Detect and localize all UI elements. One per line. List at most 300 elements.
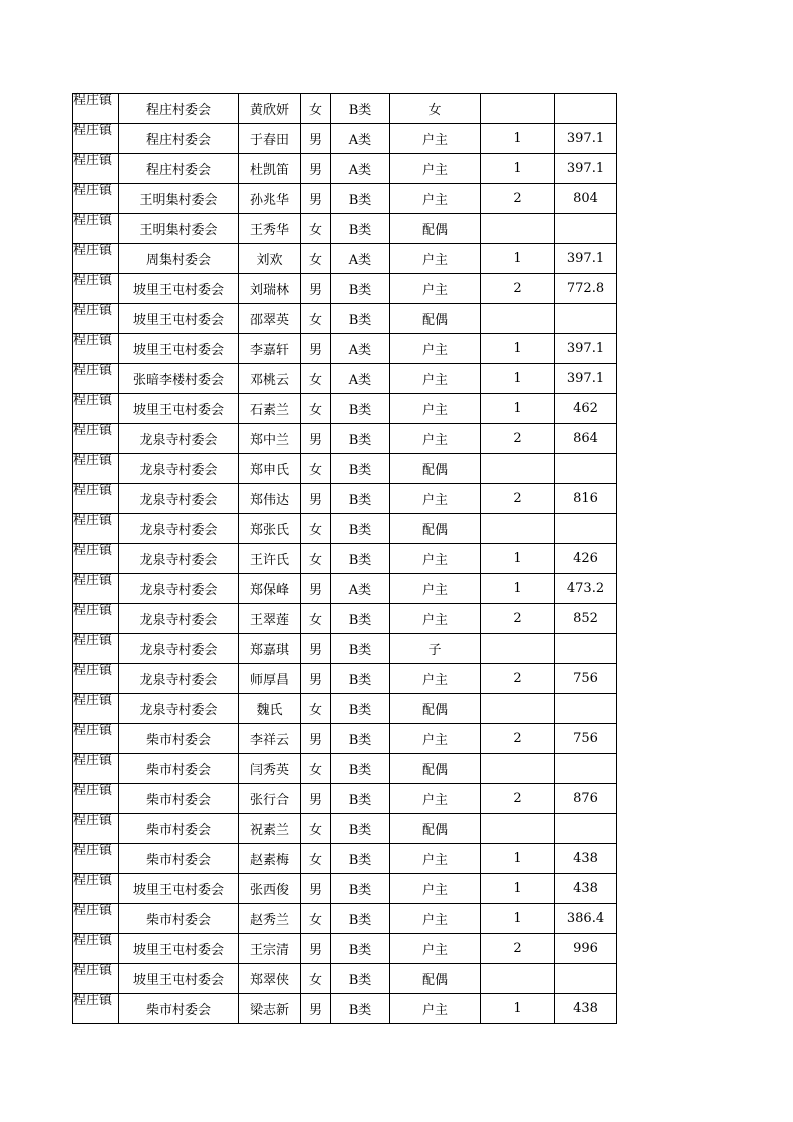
- category-cell: A类: [331, 154, 390, 184]
- town-cell: [73, 544, 119, 574]
- name-cell: 刘欢: [239, 244, 301, 274]
- town-text: 程庄镇: [73, 183, 113, 198]
- count-cell: 1: [481, 334, 555, 364]
- table-row: [73, 934, 617, 964]
- count-cell: 1: [481, 364, 555, 394]
- village-cell: 王明集村委会: [119, 214, 239, 244]
- relation-cell: 户主: [390, 934, 481, 964]
- relation-cell: 配偶: [390, 454, 481, 484]
- name-cell: 赵素梅: [239, 844, 301, 874]
- village-cell: 坡里王屯村委会: [119, 304, 239, 334]
- category-cell: B类: [331, 724, 390, 754]
- name-cell: 郑申氏: [239, 454, 301, 484]
- amount-cell: 397.1: [555, 334, 617, 364]
- village-cell: 龙泉寺村委会: [119, 694, 239, 724]
- amount-cell: [555, 304, 617, 334]
- town-cell: [73, 394, 119, 424]
- category-cell: B类: [331, 874, 390, 904]
- village-cell: 程庄村委会: [119, 154, 239, 184]
- count-cell: 1: [481, 874, 555, 904]
- amount-cell: 772.8: [555, 274, 617, 304]
- amount-cell: [555, 694, 617, 724]
- count-cell: [481, 214, 555, 244]
- town-text: 程庄镇: [73, 573, 113, 588]
- count-cell: 2: [481, 784, 555, 814]
- name-cell: 祝素兰: [239, 814, 301, 844]
- table-row: [73, 184, 617, 214]
- relation-cell: 配偶: [390, 754, 481, 784]
- village-cell: 柴市村委会: [119, 994, 239, 1024]
- town-text: 程庄镇: [73, 933, 113, 948]
- town-text: 程庄镇: [73, 243, 113, 258]
- count-cell: 2: [481, 664, 555, 694]
- category-cell: B类: [331, 484, 390, 514]
- count-cell: 2: [481, 604, 555, 634]
- relation-cell: 配偶: [390, 814, 481, 844]
- town-text: 程庄镇: [73, 723, 113, 738]
- gender-cell: 男: [301, 874, 331, 904]
- village-cell: 坡里王屯村委会: [119, 874, 239, 904]
- count-cell: 1: [481, 394, 555, 424]
- name-cell: 石素兰: [239, 394, 301, 424]
- town-text: 程庄镇: [73, 693, 113, 708]
- category-cell: B类: [331, 604, 390, 634]
- count-cell: 1: [481, 994, 555, 1024]
- name-cell: 黄欣妍: [239, 94, 301, 124]
- category-cell: B类: [331, 424, 390, 454]
- town-cell: [73, 874, 119, 904]
- gender-cell: 女: [301, 604, 331, 634]
- gender-cell: 男: [301, 124, 331, 154]
- relation-cell: 户主: [390, 904, 481, 934]
- gender-cell: 男: [301, 484, 331, 514]
- town-text: 程庄镇: [73, 93, 113, 108]
- village-cell: 柴市村委会: [119, 724, 239, 754]
- amount-cell: 816: [555, 484, 617, 514]
- town-cell: [73, 724, 119, 754]
- name-cell: 于春田: [239, 124, 301, 154]
- gender-cell: 女: [301, 694, 331, 724]
- name-cell: 李祥云: [239, 724, 301, 754]
- relation-cell: 女: [390, 94, 481, 124]
- gender-cell: 男: [301, 334, 331, 364]
- category-cell: B类: [331, 394, 390, 424]
- category-cell: B类: [331, 454, 390, 484]
- gender-cell: 女: [301, 454, 331, 484]
- town-text: 程庄镇: [73, 603, 113, 618]
- name-cell: 孙兆华: [239, 184, 301, 214]
- name-cell: 邵翠英: [239, 304, 301, 334]
- count-cell: 2: [481, 424, 555, 454]
- name-cell: 张行合: [239, 784, 301, 814]
- town-cell: [73, 364, 119, 394]
- amount-cell: 996: [555, 934, 617, 964]
- gender-cell: 男: [301, 574, 331, 604]
- town-text: 程庄镇: [73, 843, 113, 858]
- gender-cell: 女: [301, 754, 331, 784]
- village-cell: 龙泉寺村委会: [119, 574, 239, 604]
- amount-cell: [555, 214, 617, 244]
- name-cell: 杜凯笛: [239, 154, 301, 184]
- count-cell: 2: [481, 724, 555, 754]
- table-row: [73, 364, 617, 394]
- relation-cell: 户主: [390, 154, 481, 184]
- category-cell: B类: [331, 964, 390, 994]
- count-cell: 1: [481, 844, 555, 874]
- amount-cell: 386.4: [555, 904, 617, 934]
- town-cell: [73, 484, 119, 514]
- name-cell: 郑保峰: [239, 574, 301, 604]
- category-cell: B类: [331, 844, 390, 874]
- town-text: 程庄镇: [73, 963, 113, 978]
- town-cell: [73, 754, 119, 784]
- town-cell: [73, 244, 119, 274]
- count-cell: 1: [481, 124, 555, 154]
- name-cell: 郑翠侠: [239, 964, 301, 994]
- count-cell: [481, 304, 555, 334]
- town-cell: [73, 784, 119, 814]
- town-cell: [73, 844, 119, 874]
- town-cell: [73, 574, 119, 604]
- relation-cell: 户主: [390, 274, 481, 304]
- data-table: [72, 93, 617, 1024]
- table-row: [73, 694, 617, 724]
- table-row: [73, 604, 617, 634]
- town-cell: [73, 964, 119, 994]
- name-cell: 梁志新: [239, 994, 301, 1024]
- amount-cell: 804: [555, 184, 617, 214]
- amount-cell: 462: [555, 394, 617, 424]
- relation-cell: 户主: [390, 874, 481, 904]
- gender-cell: 男: [301, 934, 331, 964]
- gender-cell: 女: [301, 214, 331, 244]
- category-cell: B类: [331, 544, 390, 574]
- relation-cell: 户主: [390, 424, 481, 454]
- count-cell: [481, 514, 555, 544]
- table-row: [73, 244, 617, 274]
- category-cell: B类: [331, 184, 390, 214]
- count-cell: 1: [481, 574, 555, 604]
- table-row: [73, 274, 617, 304]
- town-text: 程庄镇: [73, 153, 113, 168]
- gender-cell: 女: [301, 364, 331, 394]
- table-row: [73, 454, 617, 484]
- name-cell: 邓桃云: [239, 364, 301, 394]
- town-cell: [73, 154, 119, 184]
- name-cell: 郑张氏: [239, 514, 301, 544]
- table-row: [73, 334, 617, 364]
- town-cell: [73, 934, 119, 964]
- table-row: [73, 904, 617, 934]
- gender-cell: 男: [301, 664, 331, 694]
- count-cell: 2: [481, 934, 555, 964]
- town-cell: [73, 514, 119, 544]
- table-row: [73, 124, 617, 154]
- category-cell: A类: [331, 364, 390, 394]
- category-cell: A类: [331, 124, 390, 154]
- village-cell: 龙泉寺村委会: [119, 514, 239, 544]
- name-cell: 李嘉轩: [239, 334, 301, 364]
- amount-cell: 397.1: [555, 154, 617, 184]
- amount-cell: [555, 964, 617, 994]
- relation-cell: 子: [390, 634, 481, 664]
- relation-cell: 户主: [390, 844, 481, 874]
- name-cell: 张西俊: [239, 874, 301, 904]
- name-cell: 赵秀兰: [239, 904, 301, 934]
- village-cell: 程庄村委会: [119, 94, 239, 124]
- village-cell: 龙泉寺村委会: [119, 604, 239, 634]
- gender-cell: 女: [301, 814, 331, 844]
- amount-cell: 397.1: [555, 244, 617, 274]
- village-cell: 周集村委会: [119, 244, 239, 274]
- table-body: [73, 94, 617, 1024]
- amount-cell: [555, 454, 617, 484]
- town-cell: [73, 454, 119, 484]
- count-cell: 2: [481, 274, 555, 304]
- gender-cell: 女: [301, 244, 331, 274]
- amount-cell: [555, 814, 617, 844]
- table-row: [73, 784, 617, 814]
- relation-cell: 户主: [390, 604, 481, 634]
- table-row: [73, 664, 617, 694]
- town-text: 程庄镇: [73, 873, 113, 888]
- amount-cell: 397.1: [555, 124, 617, 154]
- town-cell: [73, 664, 119, 694]
- relation-cell: 户主: [390, 724, 481, 754]
- name-cell: 王宗清: [239, 934, 301, 964]
- town-cell: [73, 994, 119, 1024]
- count-cell: 1: [481, 244, 555, 274]
- amount-cell: 397.1: [555, 364, 617, 394]
- category-cell: A类: [331, 334, 390, 364]
- name-cell: 王秀华: [239, 214, 301, 244]
- count-cell: [481, 454, 555, 484]
- count-cell: [481, 694, 555, 724]
- count-cell: [481, 964, 555, 994]
- gender-cell: 女: [301, 394, 331, 424]
- village-cell: 龙泉寺村委会: [119, 544, 239, 574]
- town-text: 程庄镇: [73, 813, 113, 828]
- village-cell: 张暗李楼村委会: [119, 364, 239, 394]
- village-cell: 程庄村委会: [119, 124, 239, 154]
- table-row: [73, 994, 617, 1024]
- village-cell: 龙泉寺村委会: [119, 484, 239, 514]
- town-text: 程庄镇: [73, 753, 113, 768]
- town-text: 程庄镇: [73, 303, 113, 318]
- town-cell: [73, 94, 119, 124]
- gender-cell: 女: [301, 844, 331, 874]
- town-cell: [73, 604, 119, 634]
- category-cell: B类: [331, 274, 390, 304]
- count-cell: 1: [481, 544, 555, 574]
- count-cell: 2: [481, 184, 555, 214]
- name-cell: 郑伟达: [239, 484, 301, 514]
- relation-cell: 配偶: [390, 304, 481, 334]
- amount-cell: 438: [555, 844, 617, 874]
- gender-cell: 男: [301, 994, 331, 1024]
- name-cell: 魏氏: [239, 694, 301, 724]
- gender-cell: 女: [301, 514, 331, 544]
- village-cell: 龙泉寺村委会: [119, 664, 239, 694]
- town-text: 程庄镇: [73, 393, 113, 408]
- gender-cell: 男: [301, 784, 331, 814]
- amount-cell: 864: [555, 424, 617, 454]
- village-cell: 柴市村委会: [119, 754, 239, 784]
- town-cell: [73, 214, 119, 244]
- table-row: [73, 304, 617, 334]
- town-text: 程庄镇: [73, 993, 113, 1008]
- relation-cell: 户主: [390, 574, 481, 604]
- town-cell: [73, 334, 119, 364]
- category-cell: B类: [331, 304, 390, 334]
- relation-cell: 户主: [390, 484, 481, 514]
- town-text: 程庄镇: [73, 513, 113, 528]
- relation-cell: 户主: [390, 784, 481, 814]
- category-cell: B类: [331, 694, 390, 724]
- table-row: [73, 424, 617, 454]
- table-row: [73, 514, 617, 544]
- village-cell: 柴市村委会: [119, 814, 239, 844]
- count-cell: 1: [481, 154, 555, 184]
- town-text: 程庄镇: [73, 663, 113, 678]
- town-text: 程庄镇: [73, 333, 113, 348]
- village-cell: 坡里王屯村委会: [119, 274, 239, 304]
- name-cell: 师厚昌: [239, 664, 301, 694]
- table-row: [73, 874, 617, 904]
- village-cell: 龙泉寺村委会: [119, 454, 239, 484]
- village-cell: 坡里王屯村委会: [119, 334, 239, 364]
- amount-cell: [555, 94, 617, 124]
- table-row: [73, 94, 617, 124]
- category-cell: B类: [331, 754, 390, 784]
- category-cell: A类: [331, 244, 390, 274]
- table-row: [73, 394, 617, 424]
- relation-cell: 配偶: [390, 214, 481, 244]
- gender-cell: 男: [301, 154, 331, 184]
- village-cell: 坡里王屯村委会: [119, 934, 239, 964]
- town-text: 程庄镇: [73, 123, 113, 138]
- amount-cell: 438: [555, 994, 617, 1024]
- count-cell: 1: [481, 904, 555, 934]
- relation-cell: 户主: [390, 244, 481, 274]
- town-text: 程庄镇: [73, 903, 113, 918]
- relation-cell: 户主: [390, 364, 481, 394]
- table-row: [73, 844, 617, 874]
- gender-cell: 男: [301, 184, 331, 214]
- category-cell: B类: [331, 934, 390, 964]
- table-row: [73, 724, 617, 754]
- table-row: [73, 484, 617, 514]
- table-row: [73, 214, 617, 244]
- amount-cell: 756: [555, 664, 617, 694]
- category-cell: B类: [331, 784, 390, 814]
- table-row: [73, 754, 617, 784]
- count-cell: 2: [481, 484, 555, 514]
- town-cell: [73, 814, 119, 844]
- gender-cell: 男: [301, 424, 331, 454]
- name-cell: 王许氏: [239, 544, 301, 574]
- relation-cell: 户主: [390, 184, 481, 214]
- amount-cell: 876: [555, 784, 617, 814]
- amount-cell: [555, 634, 617, 664]
- count-cell: [481, 814, 555, 844]
- village-cell: 龙泉寺村委会: [119, 634, 239, 664]
- village-cell: 柴市村委会: [119, 844, 239, 874]
- gender-cell: 女: [301, 304, 331, 334]
- town-cell: [73, 124, 119, 154]
- table-row: [73, 574, 617, 604]
- count-cell: [481, 754, 555, 784]
- village-cell: 柴市村委会: [119, 904, 239, 934]
- town-text: 程庄镇: [73, 423, 113, 438]
- town-text: 程庄镇: [73, 273, 113, 288]
- town-text: 程庄镇: [73, 213, 113, 228]
- town-cell: [73, 274, 119, 304]
- town-cell: [73, 304, 119, 334]
- gender-cell: 女: [301, 964, 331, 994]
- amount-cell: 756: [555, 724, 617, 754]
- relation-cell: 户主: [390, 124, 481, 154]
- category-cell: B类: [331, 634, 390, 664]
- count-cell: [481, 94, 555, 124]
- gender-cell: 女: [301, 94, 331, 124]
- town-text: 程庄镇: [73, 483, 113, 498]
- category-cell: B类: [331, 814, 390, 844]
- gender-cell: 女: [301, 544, 331, 574]
- relation-cell: 户主: [390, 994, 481, 1024]
- table-row: [73, 964, 617, 994]
- town-text: 程庄镇: [73, 633, 113, 648]
- amount-cell: 473.2: [555, 574, 617, 604]
- village-cell: 王明集村委会: [119, 184, 239, 214]
- relation-cell: 户主: [390, 334, 481, 364]
- town-text: 程庄镇: [73, 543, 113, 558]
- category-cell: B类: [331, 94, 390, 124]
- gender-cell: 男: [301, 634, 331, 664]
- relation-cell: 配偶: [390, 514, 481, 544]
- category-cell: B类: [331, 994, 390, 1024]
- town-text: 程庄镇: [73, 453, 113, 468]
- category-cell: B类: [331, 514, 390, 544]
- relation-cell: 配偶: [390, 964, 481, 994]
- count-cell: [481, 634, 555, 664]
- town-cell: [73, 424, 119, 454]
- town-cell: [73, 904, 119, 934]
- town-cell: [73, 634, 119, 664]
- town-cell: [73, 184, 119, 214]
- town-cell: [73, 694, 119, 724]
- village-cell: 坡里王屯村委会: [119, 394, 239, 424]
- name-cell: 王翠莲: [239, 604, 301, 634]
- relation-cell: 户主: [390, 544, 481, 574]
- gender-cell: 女: [301, 904, 331, 934]
- name-cell: 闫秀英: [239, 754, 301, 784]
- village-cell: 柴市村委会: [119, 784, 239, 814]
- name-cell: 刘瑞林: [239, 274, 301, 304]
- relation-cell: 户主: [390, 664, 481, 694]
- table-row: [73, 154, 617, 184]
- category-cell: A类: [331, 574, 390, 604]
- village-cell: 坡里王屯村委会: [119, 964, 239, 994]
- table-row: [73, 814, 617, 844]
- village-cell: 龙泉寺村委会: [119, 424, 239, 454]
- category-cell: B类: [331, 664, 390, 694]
- gender-cell: 男: [301, 724, 331, 754]
- relation-cell: 户主: [390, 394, 481, 424]
- category-cell: B类: [331, 904, 390, 934]
- relation-cell: 配偶: [390, 694, 481, 724]
- town-text: 程庄镇: [73, 363, 113, 378]
